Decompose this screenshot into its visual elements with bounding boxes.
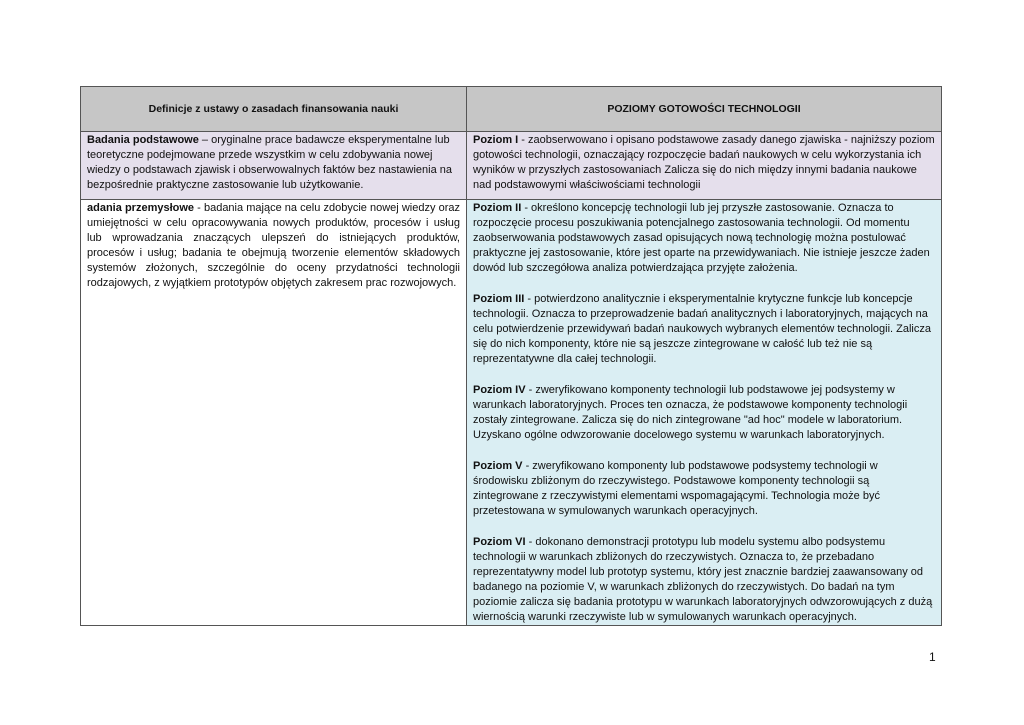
definition-basic-research: – oryginalne prace badawcze eksperymentalne lub teoretyczne podejmowane przede wszystkim w celu zdobywania nowej wiedzy o podstawach zjawisk i obserwowalnych faktów bez nastawienia na bezpośrednie praktyczne zastosowanie lub użytkowanie. <box>87 134 453 191</box>
term-industrial-research: adania przemysłowe <box>87 202 195 214</box>
term-level-5: Poziom V <box>473 460 523 472</box>
table-row <box>81 132 942 200</box>
cell-industrial-research <box>81 200 467 626</box>
definition-industrial-research: - badania mające na celu zdobycie nowej wiedzy oraz umiejętności w celu opracowywania nowych produktów, procesów i usług lub wprowadzania znaczących ulepszeń do istniejących produktów, procesów i usług; badania te obejmują tworzenie elementów składowych systemów złożonych, szczególnie do oceny przydatności technologii rodzajowych, z wyjątkiem prototypów objętych zakresem prac rozwojowych. <box>87 202 460 289</box>
description-level-5: - zweryfikowano komponenty lub podstawowe podsystemy technologii w środowisku zbliżonym do rzeczywistego. Podstawowe komponenty technologii są zintegrowane z rzeczywistymi elementami wspomagającymi. Technologia może być przetestowana w symulowanych warunkach operacyjnych. <box>473 460 880 517</box>
cell-basic-research <box>81 132 467 200</box>
description-level-2: - określono koncepcję technologii lub jej przyszłe zastosowanie. Oznacza to rozpoczęcie procesu poszukiwania potencjalnego zastosowania technologii. Od momentu zaobserwowania podstawowych zasad opisujących nową technologię można postulować praktyczne jej zastosowanie, które jest oparte na przewidywaniach. Nie istnieje jeszcze żaden dowód lub szczegółowa analiza potwierdzająca przyjęte założenia. <box>473 202 930 274</box>
page-number: 1 <box>929 650 936 664</box>
term-basic-research: Badania podstawowe <box>87 134 199 146</box>
cell-level-1 <box>467 132 942 200</box>
table-header-row <box>81 87 942 132</box>
description-level-3: - potwierdzono analitycznie i eksperymentalnie krytyczne funkcje lub koncepcje technologii. Oznacza to przeprowadzenie badań analitycznych i laboratoryjnych, mających na celu potwierdzenie przewidywań badań naukowych wybranych elementów technologii. Zalicza się do nich komponenty, które nie są jeszcze zintegrowane w całość lub też nie są reprezentatywne dla całej technologii. <box>473 293 931 365</box>
term-level-6: Poziom VI <box>473 536 526 548</box>
description-level-6: - dokonano demonstracji prototypu lub modelu systemu albo podsystemu technologii w warunkach zbliżonych do rzeczywistych. Oznacza to, że przebadano reprezentatywny model lub prototyp systemu, który jest znacznie bardziej zaawansowany od badanego na poziomie V, w warunkach zbliżonych do rzeczywistych. Do badań na tym poziomie zalicza się badania prototypu w warunkach laboratoryjnych odwzorowujących z dużą wiernością warunki rzeczywiste lub w symulowanych warunkach operacyjnych. <box>473 536 933 623</box>
table-row <box>81 200 942 626</box>
cell-levels-2-6 <box>467 200 942 626</box>
description-level-4: - zweryfikowano komponenty technologii lub podstawowe jej podsystemy w warunkach laboratoryjnych. Proces ten oznacza, że podstawowe komponenty technologii zostały zintegrowane. Zalicza się do nich zintegrowane "ad hoc" modele w laboratorium. Uzyskano ogólne odwzorowanie docelowego systemu w warunkach laboratoryjnych. <box>473 384 908 441</box>
term-level-1: Poziom I <box>473 134 519 146</box>
level-6-paragraph <box>473 535 935 625</box>
header-definitions: Definicje z ustawy o zasadach finansowania nauki <box>81 87 467 132</box>
term-level-4: Poziom IV <box>473 384 526 396</box>
definitions-table <box>80 86 942 626</box>
level-2-paragraph <box>473 201 935 276</box>
header-technology-readiness-levels: POZIOMY GOTOWOŚCI TECHNOLOGII <box>467 87 942 132</box>
term-level-2: Poziom II <box>473 202 522 214</box>
level-4-paragraph <box>473 383 935 443</box>
term-level-3: Poziom III <box>473 293 525 305</box>
level-3-paragraph <box>473 292 935 367</box>
level-5-paragraph <box>473 459 935 519</box>
description-level-1: - zaobserwowano i opisano podstawowe zasady danego zjawiska - najniższy poziom gotowości technologii, oznaczający rozpoczęcie badań naukowych w celu wykorzystania ich wyników w przyszłych zastosowaniach Zalicza się do nich między innymi badania naukowe nad podstawowymi właściwościami technologii <box>473 134 935 191</box>
